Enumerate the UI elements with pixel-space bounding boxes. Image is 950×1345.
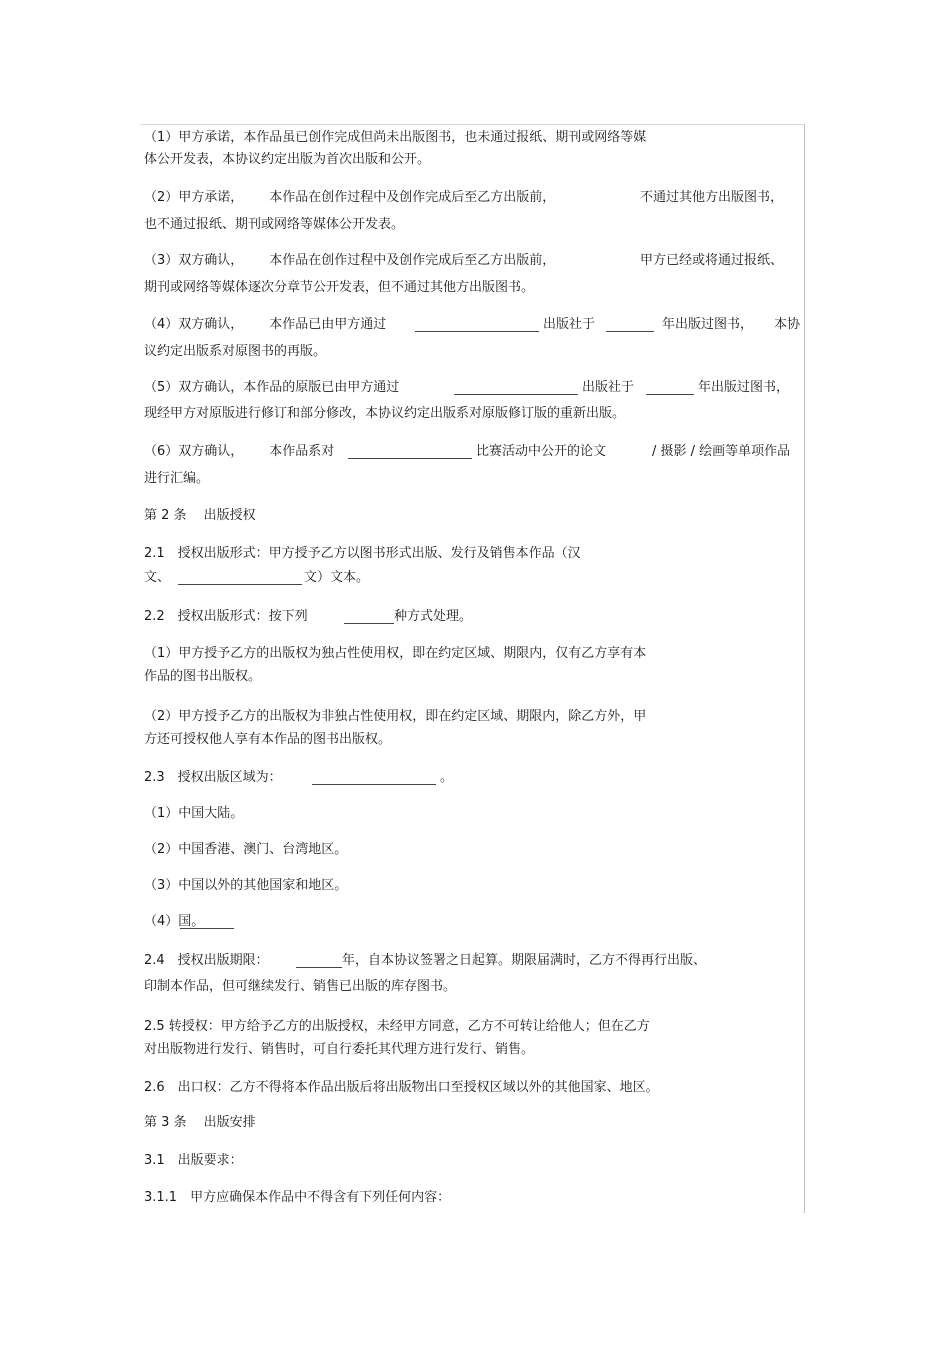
clause-3-mid: 本作品在创作过程中及创作完成后至乙方出版前， <box>269 253 556 268</box>
section-2-1-line-2 <box>144 570 370 586</box>
section-2-6: 2.6 出口权：乙方不得将本作品出版后将出版物出口至授权区域以外的其他国家、地区。 <box>144 1080 659 1095</box>
clause-4-press: 出版社于 <box>543 317 596 332</box>
term-blank[interactable] <box>296 955 342 968</box>
clause-5-press: 出版社于 <box>582 380 635 395</box>
option-2-line-2: 方还可授权他人享有本作品的图书出版权。 <box>144 732 392 747</box>
clause-3-lead: （3）双方确认， <box>144 253 244 268</box>
clause-4-end: 本协 <box>774 317 801 332</box>
clause-4-mid: 本作品已由甲方通过 <box>269 317 387 332</box>
article-2-heading: 第 2 条 出版授权 <box>144 508 256 523</box>
section-2-2-tail: 种方式处理。 <box>394 609 473 624</box>
section-2-1-line-1: 2.1 授权出版形式：甲方授予乙方以图书形式出版、发行及销售本作品（汉 <box>144 546 581 561</box>
clause-6-mid: 本作品系对 <box>269 444 335 459</box>
clause-4-lead: （4）双方确认， <box>144 317 244 332</box>
option-2-line-1: （2）甲方授予乙方的出版权为非独占性使用权，即在约定区域、期限内，除乙方外，甲 <box>144 709 647 724</box>
clause-5-line-1 <box>144 380 790 396</box>
clause-6-line-2: 进行汇编。 <box>144 471 210 486</box>
section-2-2 <box>144 609 473 625</box>
clause-2-line-2: 也不通过报纸、期刊或网络等媒体公开发表。 <box>144 217 405 232</box>
clause-4-line-2: 议约定出版系对原图书的再版。 <box>144 344 327 359</box>
section-2-5-line-1: 2.5 转授权：甲方给予乙方的出版授权，未经甲方同意，乙方不可转让给他人；但在乙方 <box>144 1019 650 1034</box>
clause-3-line-2: 期刊或网络等媒体逐次分章节公开发表，但不通过其他方出版图书。 <box>144 280 535 295</box>
region-option-3: （3）中国以外的其他国家和地区。 <box>144 878 348 893</box>
clause-4-line-1 <box>144 317 801 333</box>
section-2-4-line-2: 印制本作品，但可继续发行、销售已出版的库存图书。 <box>144 979 457 994</box>
clause-2-line-1 <box>144 190 784 206</box>
contest-blank[interactable] <box>348 446 472 459</box>
section-2-2-lead: 2.2 授权出版形式：按下列 <box>144 609 308 624</box>
article-3-heading: 第 3 条 出版安排 <box>144 1115 256 1130</box>
clause-6-types: / 摄影 / 绘画等单项作品 <box>652 444 791 459</box>
publisher-blank[interactable] <box>415 319 539 332</box>
method-blank[interactable] <box>344 611 394 624</box>
section-3-1-1: 3.1.1 甲方应确保本作品中不得含有下列任何内容： <box>144 1190 451 1205</box>
region-option-4 <box>144 914 204 930</box>
clause-3-tail: 甲方已经或将通过报纸、 <box>640 253 784 268</box>
option-1-line-2: 作品的图书出版权。 <box>144 669 262 684</box>
original-year-blank[interactable] <box>646 382 694 395</box>
clause-3-line-1 <box>144 253 784 269</box>
year-blank[interactable] <box>606 319 654 332</box>
clause-1-line-2: 体公开发表，本协议约定出版为首次出版和公开。 <box>144 152 431 167</box>
clause-6-works: 比赛活动中公开的论文 <box>476 444 607 459</box>
section-2-4-tail: 年，自本协议签署之日起算。期限届满时，乙方不得再行出版、 <box>342 953 707 968</box>
clause-5-lead: （5）双方确认，本作品的原版已由甲方通过 <box>144 380 400 395</box>
country-blank[interactable] <box>180 916 234 929</box>
region-option-2: （2）中国香港、澳门、台湾地区。 <box>144 842 348 857</box>
section-2-1-tail: 文）文本。 <box>304 570 370 585</box>
original-publisher-blank[interactable] <box>454 382 578 395</box>
language-blank[interactable] <box>178 572 302 585</box>
section-2-5-line-2: 对出版物进行发行、销售时，可自行委托其代理方进行发行、销售。 <box>144 1042 535 1057</box>
clause-1-line-1: （1）甲方承诺，本作品虽已创作完成但尚未出版图书，也未通过报纸、期刊或网络等媒 <box>144 130 647 145</box>
clause-2-tail: 不通过其他方出版图书， <box>640 190 784 205</box>
clause-5-year: 年出版过图书， <box>698 380 790 395</box>
clause-4-year: 年出版过图书， <box>662 317 754 332</box>
section-2-4-lead: 2.4 授权出版期限： <box>144 953 269 968</box>
section-3-1: 3.1 出版要求： <box>144 1153 243 1168</box>
region-option-1: （1）中国大陆。 <box>144 806 244 821</box>
clause-2-lead: （2）甲方承诺， <box>144 190 244 205</box>
section-2-4-line-1 <box>144 953 707 969</box>
region-option-4-text: （4）国。 <box>144 914 205 929</box>
region-blank[interactable] <box>312 772 436 785</box>
clause-6-line-1 <box>144 444 791 460</box>
option-1-line-1: （1）甲方授予乙方的出版权为独占性使用权，即在约定区域、期限内，仅有乙方享有本 <box>144 646 647 661</box>
clause-2-mid: 本作品在创作过程中及创作完成后至乙方出版前， <box>269 190 556 205</box>
clause-5-line-2: 现经甲方对原版进行修订和部分修改，本协议约定出版系对原版修订版的重新出版。 <box>144 406 626 421</box>
section-2-3 <box>144 770 454 786</box>
section-2-3-tail: 。 <box>440 770 454 785</box>
clause-6-lead: （6）双方确认， <box>144 444 244 459</box>
section-2-1-lead: 文、 <box>144 570 171 585</box>
section-2-3-lead: 2.3 授权出版区域为： <box>144 770 282 785</box>
